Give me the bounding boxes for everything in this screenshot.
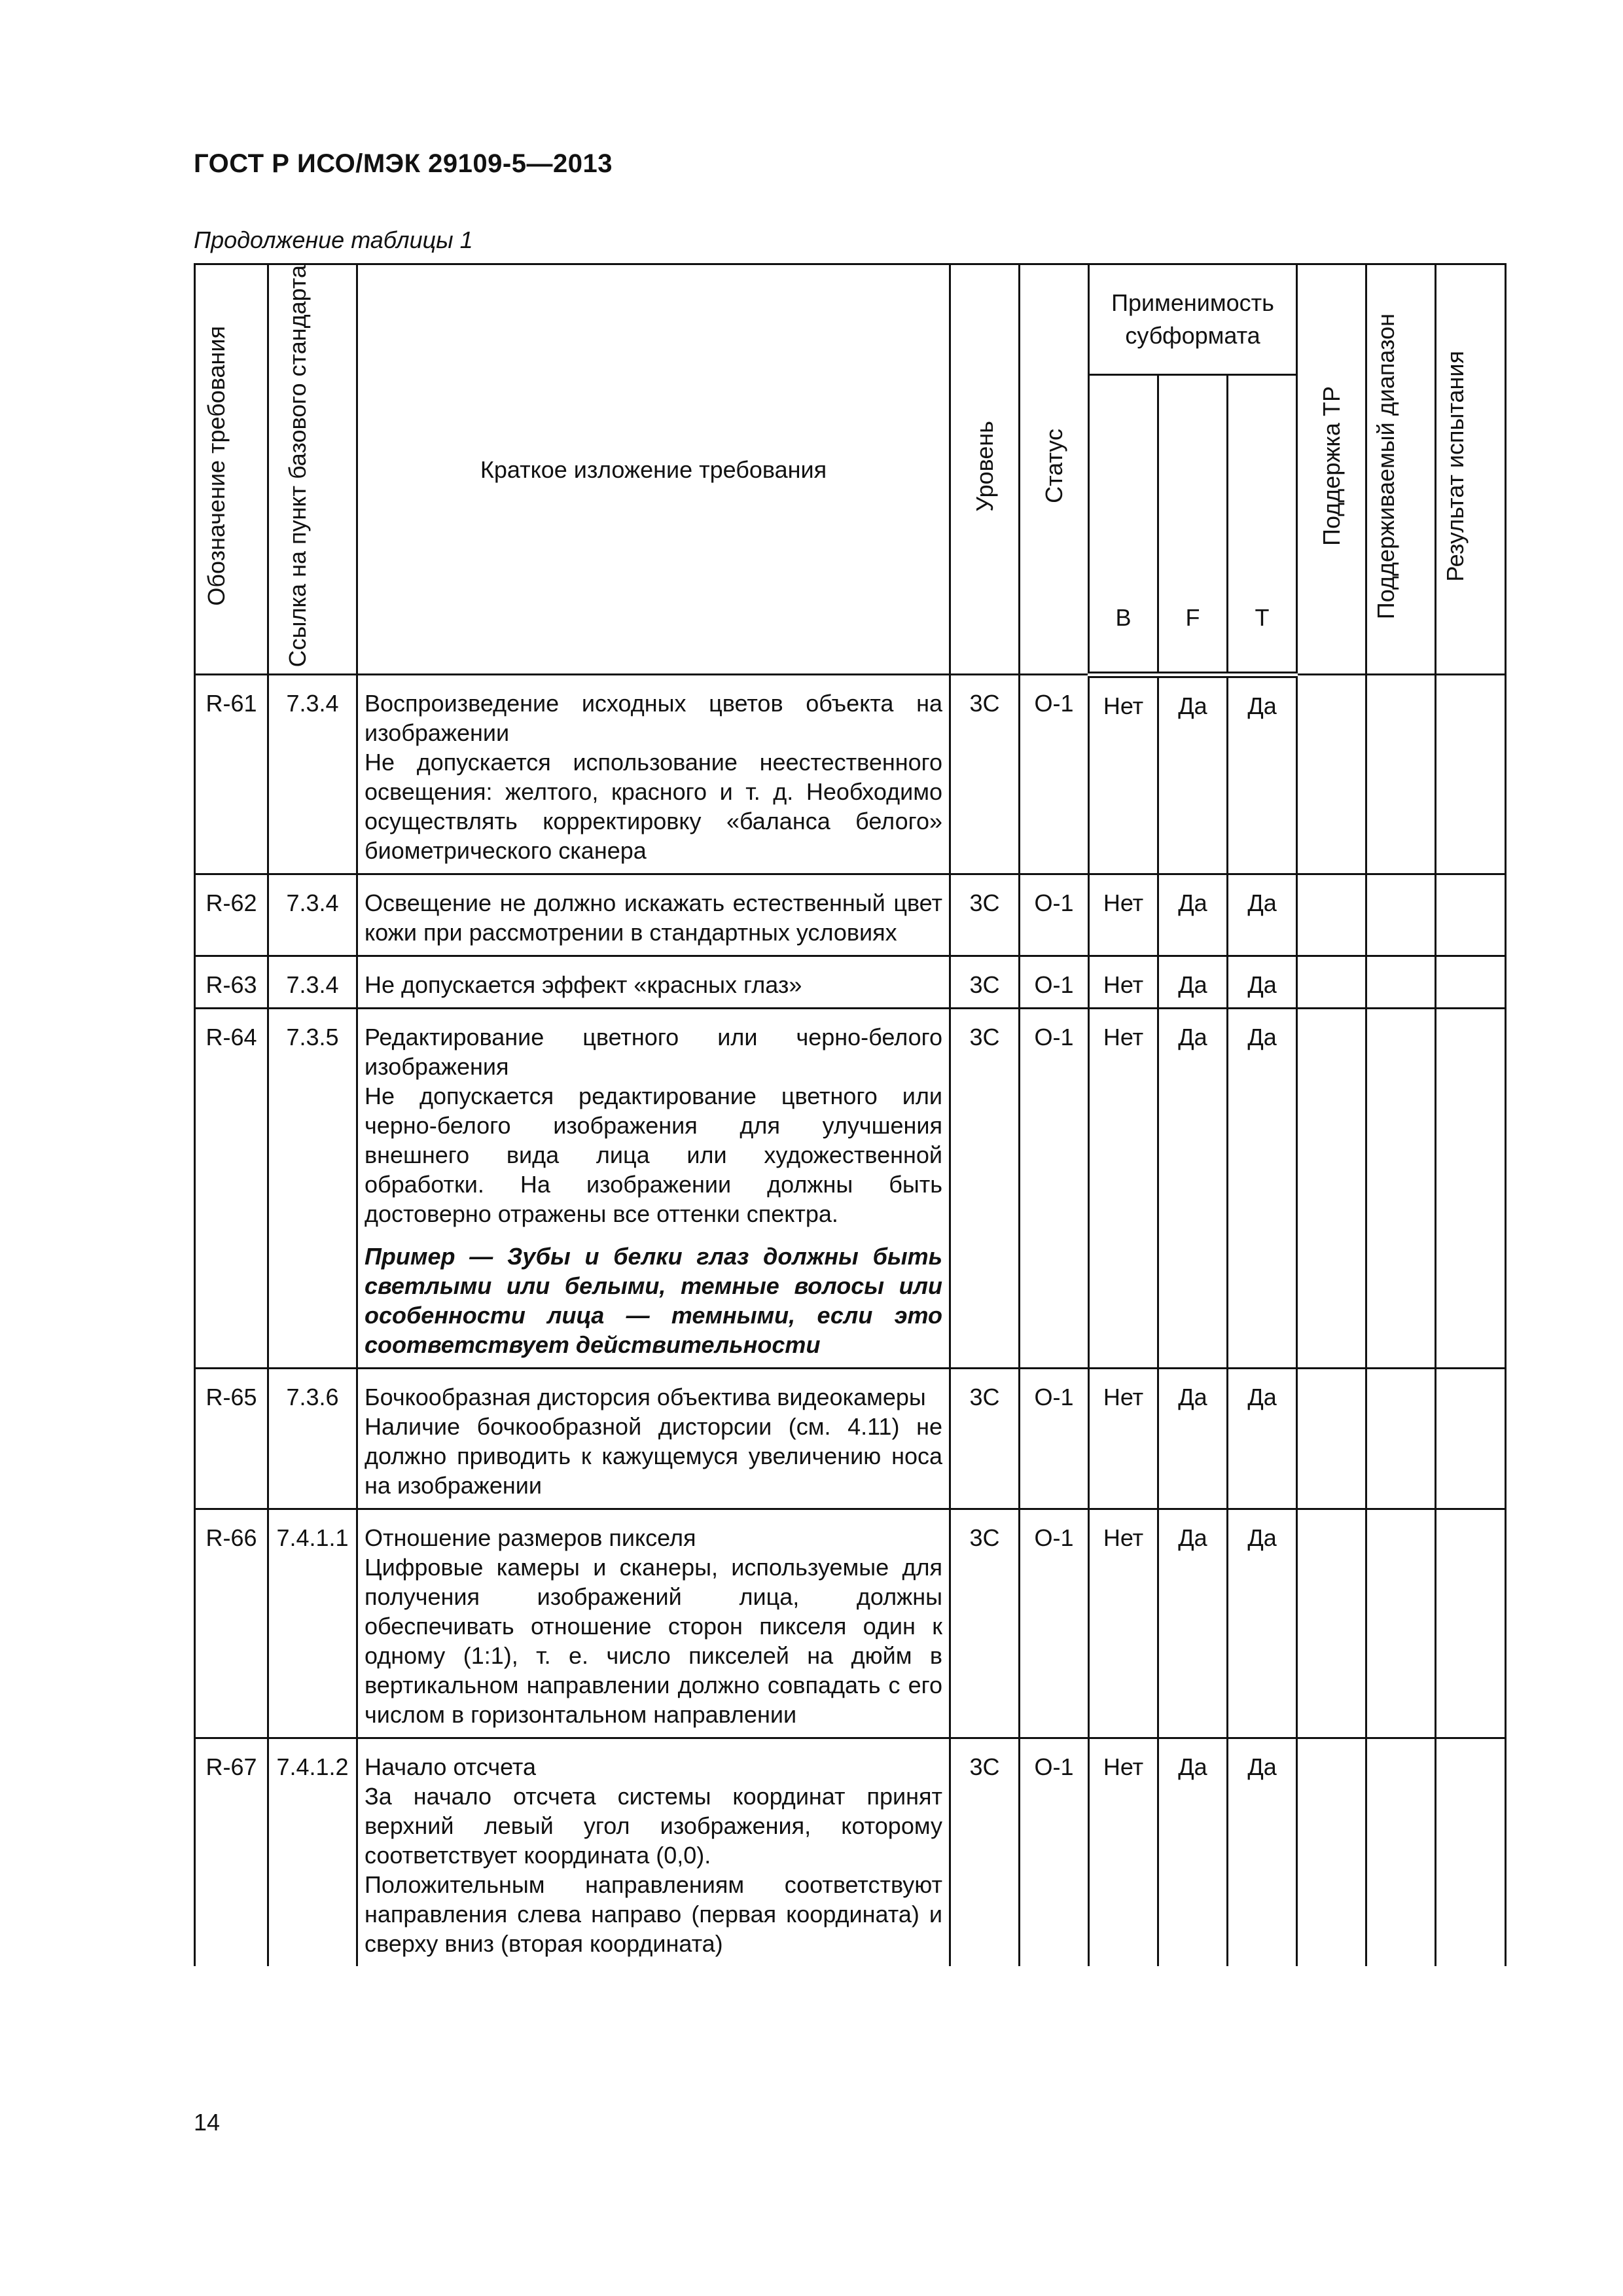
summary-example: Пример — Зубы и белки глаз должны быть светлыми или белыми, темные волосы или особенности лица — темными, если это соответствует действительности [365,1243,942,1359]
cell-reference: 7.4.1.1 [268,1509,357,1738]
cell-summary [357,1738,950,1967]
summary-line: Воспроизведение исходных цветов объекта на изображении [365,690,942,747]
cell-level: 3С [950,1509,1020,1738]
table-row [195,1369,1506,1509]
table-row [195,1009,1506,1369]
cell-supported-range [1366,1369,1436,1509]
cell-reference: 7.3.5 [268,1009,357,1369]
header-tp-support: Поддержка ТР [1297,264,1366,675]
cell-sub-t: Да [1228,1509,1297,1738]
cell-level: 3С [950,675,1020,874]
cell-reference: 7.3.4 [268,675,357,874]
cell-designation: R-65 [195,1369,268,1509]
summary-line: Освещение не должно искажать естественный цвет кожи при рассмотрении в стандартных условиях [365,889,942,946]
cell-level: 3С [950,1738,1020,1967]
cell-designation: R-63 [195,956,268,1009]
cell-sub-f: Да [1158,1369,1228,1509]
cell-sub-b: Нет [1089,1009,1158,1369]
cell-test-result [1436,874,1506,956]
cell-supported-range [1366,1738,1436,1967]
cell-test-result [1436,1009,1506,1369]
cell-level: 3С [950,1369,1020,1509]
cell-reference: 7.3.6 [268,1369,357,1509]
cell-status: О-1 [1020,675,1089,874]
cell-sub-b: Нет [1089,1738,1158,1967]
header-sub-t: T [1228,374,1297,675]
cell-summary [357,1509,950,1738]
summary-line: Начало отсчета [365,1753,537,1781]
cell-test-result [1436,1738,1506,1967]
cell-summary [357,1009,950,1369]
cell-level: 3С [950,956,1020,1009]
cell-sub-t: Да [1228,1369,1297,1509]
cell-status: О-1 [1020,1009,1089,1369]
cell-designation: R-67 [195,1738,268,1967]
cell-summary [357,874,950,956]
cell-tp-support [1297,675,1366,874]
summary-line: Наличие бочкообразной дисторсии (см. 4.11) не должно приводить к кажущемуся увеличению носа на изображении [365,1413,942,1499]
summary-line: Не допускается редактирование цветного или черно-белого изображения для улучшения внешнего вида лица или художественной обработки. На изображении должны быть достоверно отражены все оттенки спектра. [365,1083,942,1228]
cell-tp-support [1297,1738,1366,1967]
header-reference: Ссылка на пункт базового стандарта [268,264,357,675]
header-sub-b: B [1089,374,1158,675]
cell-supported-range [1366,956,1436,1009]
cell-sub-f: Да [1158,675,1228,874]
cell-sub-t: Да [1228,1738,1297,1967]
header-applicability-line2: субформата [1125,321,1260,349]
cell-test-result [1436,1509,1506,1738]
header-designation: Обозначение требования [195,264,268,675]
cell-tp-support [1297,874,1366,956]
table-row [195,1509,1506,1738]
cell-test-result [1436,675,1506,874]
header-test-result: Результат испытания [1436,264,1506,675]
cell-status: О-1 [1020,1509,1089,1738]
header-supported-range: Поддерживаемый диапазон [1366,264,1436,675]
summary-line: Положительным направлениям соответствуют направления слева направо (первая координата) и сверху вниз (вторая координата) [365,1871,942,1958]
cell-designation: R-66 [195,1509,268,1738]
cell-tp-support [1297,1369,1366,1509]
cell-test-result [1436,1369,1506,1509]
cell-designation: R-62 [195,874,268,956]
header-summary: Краткое изложение требования [357,264,950,675]
cell-level: 3С [950,874,1020,956]
table-row [195,1738,1506,1967]
cell-supported-range [1366,1509,1436,1738]
cell-sub-f: Да [1158,1009,1228,1369]
requirements-table [194,263,1507,1966]
cell-reference: 7.4.1.2 [268,1738,357,1967]
cell-sub-f: Да [1158,956,1228,1009]
summary-line: Бочкообразная дисторсия объектива видеокамеры [365,1384,926,1411]
cell-tp-support [1297,956,1366,1009]
cell-sub-t: Да [1228,675,1297,874]
cell-sub-b: Нет [1089,874,1158,956]
cell-summary [357,1369,950,1509]
cell-summary [357,956,950,1009]
cell-reference: 7.3.4 [268,956,357,1009]
cell-supported-range [1366,874,1436,956]
header-status: Статус [1020,264,1089,675]
cell-sub-t: Да [1228,1009,1297,1369]
summary-line: Отношение размеров пикселя [365,1524,696,1552]
header-applicability [1089,264,1297,375]
table-row [195,874,1506,956]
cell-status: О-1 [1020,1369,1089,1509]
cell-status: О-1 [1020,1738,1089,1967]
summary-line: Редактирование цветного или черно-белого изображения [365,1024,942,1081]
cell-supported-range [1366,675,1436,874]
cell-status: О-1 [1020,956,1089,1009]
header-sub-f: F [1158,374,1228,675]
cell-level: 3С [950,1009,1020,1369]
cell-sub-f: Да [1158,874,1228,956]
summary-line: Не допускается использование неестественного освещения: желтого, красного и т. д. Необходимо осуществлять корректировку «баланса белого» биометрического сканера [365,749,942,865]
page-number: 14 [194,2109,221,2136]
cell-sub-f: Да [1158,1738,1228,1967]
cell-sub-b: Нет [1089,1509,1158,1738]
cell-supported-range [1366,1009,1436,1369]
cell-tp-support [1297,1509,1366,1738]
cell-sub-t: Да [1228,874,1297,956]
cell-reference: 7.3.4 [268,874,357,956]
summary-line: Цифровые камеры и сканеры, используемые для получения изображений лица, должны обеспечивать отношение сторон пикселя один к одному (1:1), т. е. число пикселей на дюйм в вертикальном направлении должно совпадать с его числом в горизонтальном направлении [365,1554,942,1729]
cell-designation: R-64 [195,1009,268,1369]
table-row [195,956,1506,1009]
cell-status: О-1 [1020,874,1089,956]
header-level: Уровень [950,264,1020,675]
table-body [195,675,1506,1967]
cell-summary [357,675,950,874]
cell-sub-b: Нет [1089,675,1158,874]
cell-sub-b: Нет [1089,1369,1158,1509]
cell-sub-t: Да [1228,956,1297,1009]
cell-sub-f: Да [1158,1509,1228,1738]
cell-sub-b: Нет [1089,956,1158,1009]
table-caption: Продолжение таблицы 1 [194,226,473,253]
table-header [195,264,1506,675]
cell-designation: R-61 [195,675,268,874]
header-applicability-line1: Применимость [1111,289,1274,316]
summary-line: Не допускается эффект «красных глаз» [365,971,802,999]
cell-tp-support [1297,1009,1366,1369]
summary-line: За начало отсчета системы координат принят верхний левый угол изображения, которому соответствует координата (0,0). [365,1783,942,1869]
document-title: ГОСТ Р ИСО/МЭК 29109-5—2013 [194,149,613,178]
table-row [195,675,1506,874]
cell-test-result [1436,956,1506,1009]
